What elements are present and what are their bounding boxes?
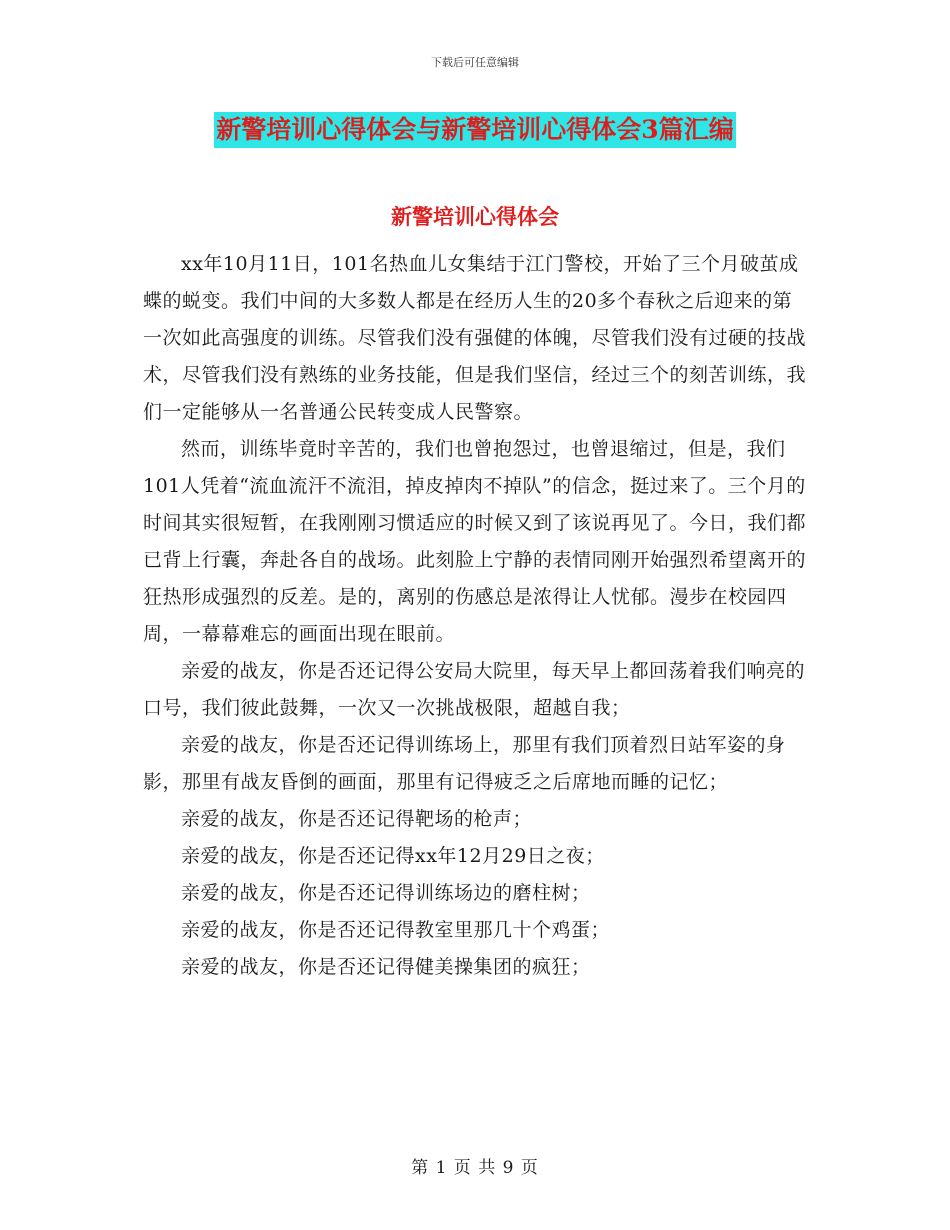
- paragraph: 亲爱的战友，你是否还记得训练场边的磨柱树；: [181, 882, 591, 904]
- paragraph: 然而，训练毕竟时辛苦的，我们也曾抱怨过，也曾退缩过，但是，我们101人凭着“流血流汗不流泪，掉皮掉肉不掉队”的信念，挺过来了。三个月的时间其实很短暂，在我刚刚习惯适应的时候又到了该说再见了。今日，我们都已背上行囊，奔赴各自的战场。此刻脸上宁静的表情同刚开始强烈希望离开的狂热形成强烈的反差。是的，离别的伤感总是浓得让人忧郁。漫步在校园四周，一幕幕难忘的画面出现在眼前。: [143, 438, 807, 645]
- paragraph: 亲爱的战友，你是否还记得教室里那几十个鸡蛋；: [181, 919, 611, 941]
- main-title-container: [0, 112, 950, 148]
- document-body: [143, 246, 811, 986]
- section-title: 新警培训心得体会: [391, 204, 559, 229]
- paragraph: 亲爱的战友，你是否还记得公安局大院里，每天早上都回荡着我们响亮的口号，我们彼此鼓舞，一次又一次挑战极限，超越自我；: [143, 660, 806, 719]
- paragraph: 亲爱的战友，你是否还记得靶场的枪声；: [181, 808, 533, 830]
- paragraph: 亲爱的战友，你是否还记得xx年12月29日之夜；: [181, 845, 605, 867]
- page-number: 第 1 页 共 9 页: [411, 1158, 539, 1178]
- paragraph: 亲爱的战友，你是否还记得训练场上，那里有我们顶着烈日站军姿的身影，那里有战友昏倒的画面，那里有记得疲乏之后席地而睡的记忆；: [143, 734, 786, 793]
- paragraph: xx年10月11日，101名热血儿女集结于江门警校，开始了三个月破茧成蝶的蜕变。我们中间的大多数人都是在经历人生的20多个春秋之后迎来的第一次如此高强度的训练。尽管我们没有强健的体魄，尽管我们没有过硬的技战术，尽管我们没有熟练的业务技能，但是我们坚信，经过三个的刻苦训练，我们一定能够从一名普通公民转变成人民警察。: [143, 253, 807, 423]
- page-header-note: 下载后可任意编辑: [431, 56, 519, 69]
- document-title: 新警培训心得体会与新警培训心得体会3篇汇编: [214, 112, 735, 148]
- paragraph: 亲爱的战友，你是否还记得健美操集团的疯狂；: [181, 956, 591, 978]
